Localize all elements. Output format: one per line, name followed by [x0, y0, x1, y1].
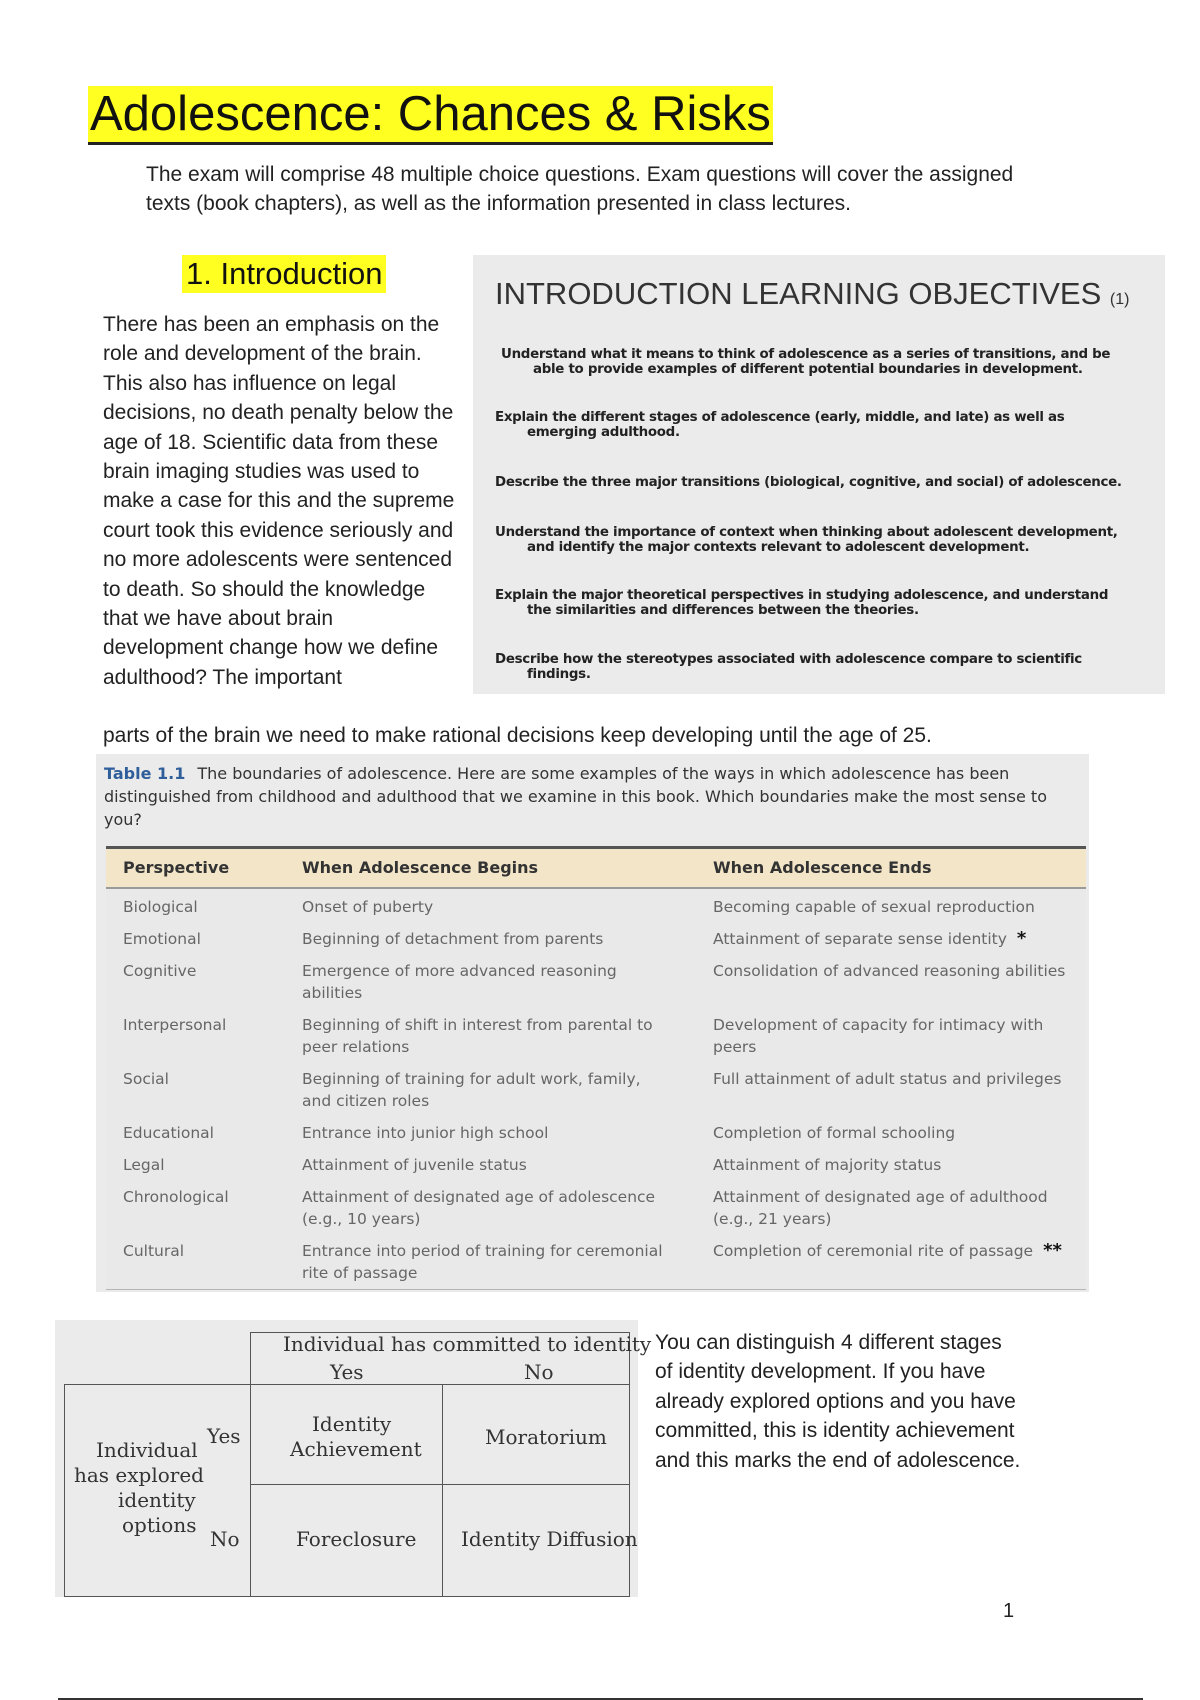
cell-perspective: Legal — [123, 1156, 165, 1174]
learning-objectives-panel — [473, 255, 1165, 694]
cell-foreclosure: Foreclosure — [296, 1527, 417, 1551]
objective-line: Describe how the stereotypes associated with adolescence compare to scientific — [495, 652, 1082, 667]
annotation-star: * — [1016, 928, 1027, 949]
identity-explanation: You can distinguish 4 different stages of identity development. If you have already explored options and you have committed, this is identity achievement and this marks the end of adolescence. — [655, 1331, 1021, 1472]
cell-ends — [713, 1014, 1053, 1058]
table-header-row — [106, 846, 1086, 889]
table-header-begins: When Adolescence Begins — [302, 858, 539, 877]
cell-ends-text: Development of capacity for intimacy with peers — [713, 1016, 1044, 1056]
annotation-star: ** — [1043, 1240, 1062, 1261]
cell-ends-text: Becoming capable of sexual reproduction — [713, 898, 1035, 916]
grid-col-no: No — [524, 1360, 554, 1384]
cell-begins: Entrance into period of training for ceremonial rite of passage — [302, 1242, 663, 1282]
cell-ends-text: Completion of ceremonial rite of passage — [713, 1242, 1034, 1260]
cell-begins: Entrance into junior high school — [302, 1124, 549, 1142]
objective-line: emerging adulthood. — [527, 425, 680, 440]
objectives-title-text: INTRODUCTION LEARNING OBJECTIVES — [495, 276, 1102, 311]
grid-row-header: Individual — [96, 1438, 198, 1462]
table-bottom-rule — [106, 1289, 1086, 1290]
grid-row-yes: Yes — [207, 1424, 241, 1448]
objective-line: Describe the three major transitions (biological, cognitive, and social) of adolescence. — [495, 475, 1122, 490]
cell-perspective: Chronological — [123, 1188, 229, 1206]
grid-col-header: Individual has committed to identity — [283, 1332, 652, 1356]
intro-paragraph-last-line: parts of the brain we need to make rational decisions keep developing until the age of 25. — [103, 724, 932, 747]
cell-ends-text: Consolidation of advanced reasoning abilities — [713, 962, 1066, 980]
grid-line — [250, 1484, 630, 1485]
cell-ends — [713, 1122, 1083, 1144]
cell-identity-achievement: Achievement — [290, 1437, 422, 1461]
cell-identity-diffusion: Identity Diffusion — [461, 1527, 638, 1551]
objectives-title — [495, 275, 1129, 319]
objective-item — [495, 475, 1155, 490]
exam-note: The exam will comprise 48 multiple choice questions. Exam questions will cover the assigned texts (book chapters), as well as the information presented in class lectures. — [146, 163, 1014, 215]
cell-ends — [713, 928, 1083, 950]
objective-line: Understand the importance of context when thinking about adolescent development, — [495, 525, 1118, 540]
table-header-ends: When Adolescence Ends — [713, 858, 932, 877]
objective-item — [501, 347, 1161, 377]
grid-line — [629, 1332, 630, 1597]
cell-perspective: Interpersonal — [123, 1016, 227, 1034]
grid-row-header: has explored — [74, 1463, 204, 1487]
grid-col-yes: Yes — [330, 1360, 364, 1384]
boundaries-table — [106, 846, 1086, 1290]
cell-moratorium: Moratorium — [485, 1425, 607, 1449]
table-caption-text: The boundaries of adolescence. Here are some examples of the ways in which adolescence has been distinguished from childhood and adulthood that we examine in this book. Which boundaries make the most sense to you? — [104, 764, 1047, 829]
cell-begins: Onset of puberty — [302, 898, 434, 916]
document-title: Adolescence: Chances & Risks — [88, 86, 773, 145]
cell-ends-text: Attainment of designated age of adulthood (e.g., 21 years) — [713, 1188, 1048, 1228]
grid-line — [64, 1596, 630, 1597]
objective-item — [495, 525, 1155, 555]
objective-line: findings. — [527, 667, 591, 682]
objective-item — [495, 588, 1155, 618]
cell-begins: Attainment of designated age of adolescence (e.g., 10 years) — [302, 1188, 656, 1228]
cell-ends — [713, 960, 1083, 982]
table-caption — [104, 762, 1074, 831]
grid-row-header: options — [122, 1513, 197, 1537]
cell-ends-text: Full attainment of adult status and privileges — [713, 1070, 1062, 1088]
cell-begins: Beginning of detachment from parents — [302, 930, 604, 948]
cell-ends — [713, 1068, 1083, 1090]
cell-ends-text: Attainment of separate sense identity — [713, 930, 1007, 948]
cell-begins: Beginning of training for adult work, family, and citizen roles — [302, 1070, 641, 1110]
page-number: 1 — [1003, 1600, 1015, 1622]
cell-ends — [713, 1240, 1083, 1262]
objective-line: Explain the major theoretical perspectives in studying adolescence, and understand — [495, 588, 1109, 603]
objectives-ref: (1) — [1109, 291, 1130, 308]
grid-line — [64, 1384, 630, 1385]
intro-paragraph: There has been an emphasis on the role and development of the brain. This also has influence on legal decisions, no death penalty below the age of 18. Scientific data from these brain imaging studies was used to make a case for this and the supreme court took this evidence seriously and no more adolescents were sentenced to death. So should the knowledge that we have about brain development change how we define adulthood? The important — [103, 313, 455, 689]
cell-perspective: Educational — [123, 1124, 214, 1142]
grid-line — [64, 1384, 65, 1597]
cell-perspective: Emotional — [123, 930, 201, 948]
cell-perspective: Cognitive — [123, 962, 197, 980]
table-header-perspective: Perspective — [123, 858, 230, 877]
objective-item — [495, 410, 1155, 440]
cell-perspective: Biological — [123, 898, 198, 916]
grid-line — [250, 1332, 251, 1597]
objective-line: able to provide examples of different potential boundaries in development. — [533, 362, 1083, 377]
cell-ends-text: Attainment of majority status — [713, 1156, 942, 1174]
table-label: Table 1.1 — [104, 764, 186, 783]
identity-status-grid — [55, 1320, 652, 1597]
cell-begins: Beginning of shift in interest from parental to peer relations — [302, 1016, 653, 1056]
objective-line: and identify the major contexts relevant to adolescent development. — [527, 540, 1030, 555]
cell-ends — [713, 1186, 1063, 1230]
cell-ends — [713, 1154, 1083, 1176]
boundaries-table-figure — [96, 754, 1089, 1292]
objective-line: Explain the different stages of adolescence (early, middle, and late) as well as — [495, 410, 1065, 425]
cell-perspective: Social — [123, 1070, 169, 1088]
grid-line — [442, 1384, 443, 1597]
objective-item — [495, 652, 1155, 682]
cell-begins: Attainment of juvenile status — [302, 1156, 527, 1174]
cell-ends — [713, 896, 1083, 918]
objective-line: the similarities and differences between the theories. — [527, 603, 919, 618]
cell-identity-achievement: Identity — [312, 1412, 392, 1436]
cell-ends-text: Completion of formal schooling — [713, 1124, 956, 1142]
cell-perspective: Cultural — [123, 1242, 185, 1260]
cell-begins: Emergence of more advanced reasoning abilities — [302, 962, 617, 1002]
objective-line: Understand what it means to think of adolescence as a series of transitions, and be — [501, 347, 1111, 362]
section-heading: 1. Introduction — [182, 255, 386, 293]
grid-row-header: identity — [118, 1488, 196, 1512]
grid-row-no: No — [210, 1527, 240, 1551]
